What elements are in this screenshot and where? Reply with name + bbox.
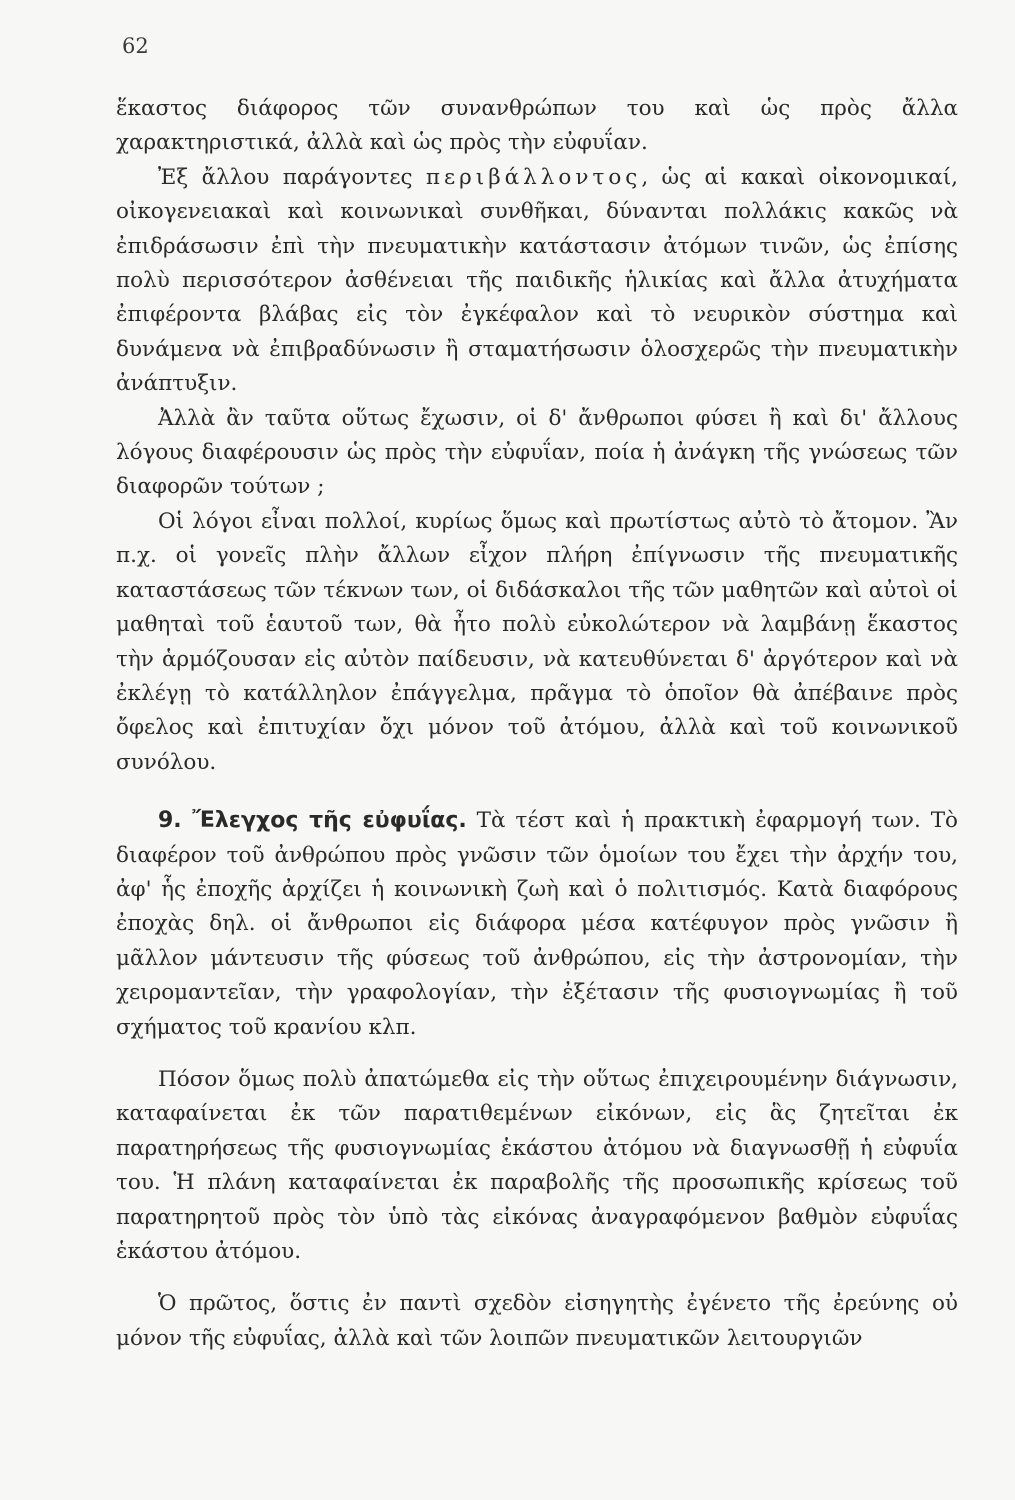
emphasized-word: περιβάλλοντος [425,164,642,190]
section-paragraph-rest: Τὰ τέστ καὶ ἡ πρακτικὴ ἐφαρμογή των. Τὸ διαφέρον τοῦ ἀνθρώπου πρὸς γνῶσιν τῶν ὁμοίων του ἔχει τὴν ἀρχήν του, ἀφ' ἧς ἐποχῆς ἀρχίζει ἡ κοινωνικὴ ζωὴ καὶ ὁ πολιτισμός. Κατὰ διαφόρους ἐποχὰς δηλ. οἱ ἄνθρωποι εἰς διάφορα μέσα κατέφυγον πρὸς γνῶσιν ἢ μᾶλλον μάντευσιν τῆς φύσεως τοῦ ἀνθρώπου, εἰς τὴν ἀστρονομίαν, τὴν χειρομαντεῖαν, τὴν γραφολογίαν, τὴν ἐξέτασιν τῆς φυσιογνωμίας ἢ τοῦ σχήματος τοῦ κρανίου κλπ. [116,808,958,1040]
paragraph-2-rest: , ὡς αἱ κακαὶ οἰκονομικαί, οἰκογενειακαὶ καὶ κοινωνικαὶ συνθῆκαι, δύνανται πολλάκις κακῶς νὰ ἐπιδράσωσιν ἐπὶ τὴν πνευματικὴν κατάστασιν ἀτόμων τινῶν, ὡς ἐπίσης πολὺ περισσότερον ἀσθένειαι τῆς παιδικῆς ἡλικίας καὶ ἄλλα ἀτυχήματα ἐπιφέροντα βλάβας εἰς τὸν ἐγκέφαλον καὶ τὸ νευρικὸν σύστημα καὶ δυνάμενα νὰ ἐπιβραδύνωσιν ἢ σταματήσωσιν ὁλοσχερῶς τὴν πνευματικὴν ἀνάπτυξιν. [116,164,958,397]
paragraph-6: Πόσον ὅμως πολὺ ἀπατώμεθα εἰς τὴν οὕτως ἐπιχειρουμένην διάγνωσιν, καταφαίνεται ἐκ τῶν παρατιθεμένων εἰκόνων, εἰς ἃς ζητεῖται ἐκ παρατηρήσεως τῆς φυσιογνωμίας ἑκάστου ἀτόμου νὰ διαγνωσθῇ ἡ εὐφυΐα του. Ἡ πλάνη καταφαίνεται ἐκ παραβολῆς τῆς προσωπικῆς κρίσεως τοῦ παρατηρητοῦ πρὸς τὸν ὑπὸ τὰς εἰκόνας ἀναγραφόμενον βαθμὸν εὐφυΐας ἑκάστου ἀτόμου. [116,1066,958,1264]
paragraph-3: Ἀλλὰ ἂν ταῦτα οὕτως ἔχωσιν, οἱ δ' ἄνθρωποι φύσει ἢ καὶ δι' ἄλλους λόγους διαφέρουσιν ὡς πρὸς τὴν εὐφυΐαν, ποία ἡ ἀνάγκη τῆς γνώσεως τῶν διαφορῶν τούτων ; [116,405,958,500]
paragraph-2 [116,161,958,402]
body-text [116,92,958,1356]
paragraph-2-intro: Ἐξ ἄλλου παράγοντες [158,164,426,190]
section-paragraph [116,804,958,1045]
paragraph-1: ἕκαστος διάφορος τῶν συνανθρώπων του καὶ ὡς πρὸς ἄλλα χαρακτηριστικά, ἀλλὰ καὶ ὡς πρὸς τὴν εὐφυΐαν. [116,96,958,156]
paragraph-4: Οἱ λόγοι εἶναι πολλοί, κυρίως ὅμως καὶ πρωτίστως αὐτὸ τὸ ἄτομον. Ἂν π.χ. οἱ γονεῖς πλὴν ἄλλων εἶχον πλήρη ἐπίγνωσιν τῆς πνευματικῆς καταστάσεως τῶν τέκνων των, οἱ διδάσκαλοι τῆς τῶν μαθητῶν καὶ αὐτοὶ οἱ μαθηταὶ τοῦ ἑαυτοῦ των, θὰ ἦτο πολὺ εὐκολώτερον νὰ λαμβάνῃ ἕκαστος τὴν ἁρμόζουσαν εἰς αὐτὸν παίδευσιν, νὰ κατευθύνεται δ' ἀργότερον καὶ νὰ ἐκλέγῃ τὸ κατάλληλον ἐπάγγελμα, πρᾶγμα τὸ ὁποῖον θὰ ἀπέβαινε πρὸς ὄφελος καὶ ἐπιτυχίαν ὄχι μόνον τοῦ ἀτόμου, ἀλλὰ καὶ τοῦ κοινωνικοῦ συνόλου. [116,508,958,775]
paragraph-7: Ὁ πρῶτος, ὅστις ἐν παντὶ σχεδὸν εἰσηγητὴς ἐγένετο τῆς ἐρεύνης οὐ μόνον τῆς εὐφυΐας, ἀλλὰ καὶ τῶν λοιπῶν πνευματικῶν λειτουργιῶν [116,1291,958,1351]
section-heading: 9. Ἔλεγχος τῆς εὐφυΐας. [158,808,467,834]
page-number: 62 [122,34,149,58]
